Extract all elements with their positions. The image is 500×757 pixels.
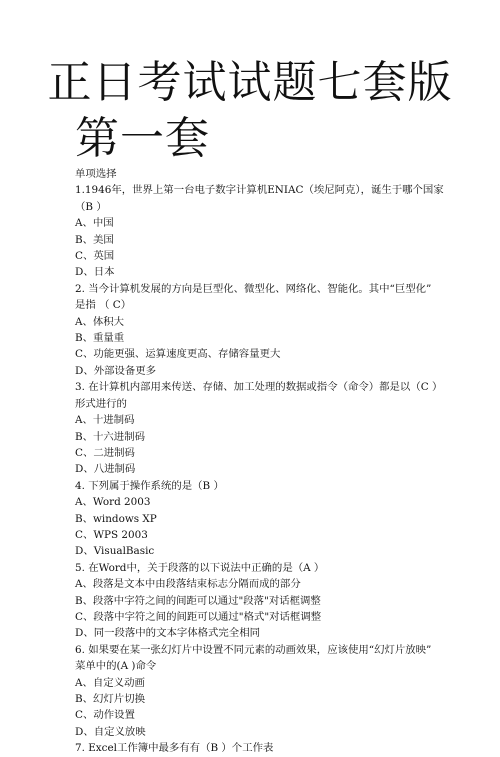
text-line: 菜单中的(A )命令 — [75, 660, 157, 673]
text-line: C、动作设置 — [75, 709, 135, 722]
text-line: C、英国 — [75, 250, 115, 263]
text-line: （B ） — [75, 200, 107, 213]
text-line: D、八进制码 — [75, 463, 136, 476]
text-line: B、windows XP — [75, 512, 157, 525]
text-line: B、段落中字符之间的间距可以通过"段落"对话框调整 — [75, 594, 321, 607]
document-body — [75, 166, 444, 757]
text-line: B、重量重 — [75, 332, 125, 345]
text-line: A、体积大 — [75, 315, 125, 328]
text-line: 7. Excel工作簿中最多有有（B ）个工作表 — [75, 742, 274, 755]
document-subtitle: 第一套 — [75, 113, 210, 164]
text-line: B、幻灯片切换 — [75, 693, 145, 705]
text-line: 单项选择 — [75, 168, 117, 180]
text-line: D、自定义放映 — [75, 725, 146, 738]
text-line: 5. 在Word中，关于段落的以下说法中正确的是（A ） — [75, 561, 325, 574]
text-line: D、日本 — [75, 266, 115, 279]
text-line: C、二进制码 — [75, 446, 135, 459]
text-line: A、Word 2003 — [75, 496, 151, 509]
text-line: A、十进制码 — [75, 414, 135, 427]
text-line: A、段落是文本中由段落结束标志分隔而成的部分 — [75, 578, 301, 591]
text-line: 4. 下列属于操作系统的是（B ） — [75, 479, 224, 492]
text-line: 是指 （ C） — [75, 299, 132, 312]
text-line: A、自定义动画 — [75, 676, 145, 689]
text-line: 3. 在计算机内部用来传送、存储、加工处理的数据或指令（命令）都是以（C ） — [75, 381, 443, 394]
document-title: 正日考试试题七套版 — [47, 57, 453, 108]
text-line: D、外部设备更多 — [75, 364, 157, 377]
text-line: 1.1946年，世界上第一台电子数字计算机ENIAC（埃尼阿克），诞生于哪个国家 — [75, 184, 444, 197]
text-line: C、功能更强、运算速度更高、存储容量更大 — [75, 348, 281, 361]
text-line: C、段落中字符之间的间距可以通过"格式"对话框调整 — [75, 610, 322, 623]
text-line: B、美国 — [75, 233, 114, 246]
text-line: A、中国 — [75, 217, 114, 230]
text-line: 6. 如果要在某一张幻灯片中设置不同元素的动画效果，应该使用“幻灯片放映” — [75, 643, 432, 656]
text-line: C、WPS 2003 — [75, 528, 148, 541]
text-line: 形式进行的 — [75, 397, 127, 410]
text-line: D、VisualBasic — [75, 545, 155, 558]
text-line: B、十六进制码 — [75, 430, 145, 443]
text-line: D、同一段落中的文本字体格式完全相同 — [75, 627, 260, 640]
text-line: 2. 当今计算机发展的方向是巨型化、微型化、网络化、智能化。其中“巨型化” — [75, 282, 432, 295]
